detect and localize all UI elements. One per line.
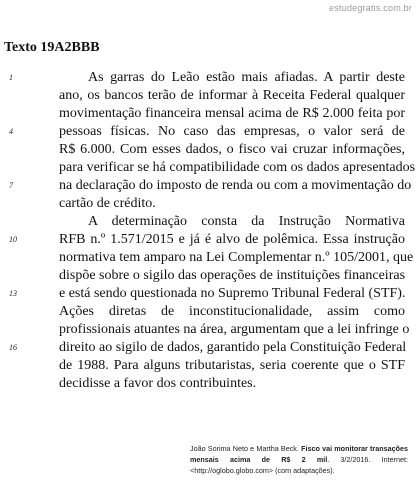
line-number: 1 bbox=[9, 73, 13, 82]
line-number: 16 bbox=[9, 343, 17, 352]
text-line: ano, os bancos terão de informar à Receita Federal qualquer bbox=[59, 88, 405, 103]
site-watermark: estudegratis.com.br bbox=[329, 3, 412, 13]
text-line: normativa tem amparo na Lei Complementar n.º 105/2001, que bbox=[59, 250, 414, 265]
text-line: na declaração do imposto de renda ou com a movimentação do bbox=[59, 178, 412, 193]
source-citation bbox=[190, 443, 408, 476]
text-line: e está sendo questionada no Supremo Tribunal Federal (STF). bbox=[59, 286, 406, 301]
source-article-title: Fisco vai monitorar transações mensais acima de R$ 2 mil bbox=[190, 444, 408, 464]
text-line: profissionais atuantes na área, argumentam que a lei infringe o bbox=[59, 322, 410, 337]
text-line: direito ao sigilo de dados, garantido pela Constituição Federal bbox=[59, 340, 407, 355]
text-line: RFB n.º 1.571/2015 e já é alvo de polêmica. Essa instrução bbox=[59, 232, 405, 247]
line-number: 10 bbox=[9, 235, 17, 244]
text-title: Texto 19A2BBB bbox=[4, 40, 100, 55]
text-line: de 1988. Para alguns tributaristas, seria coerente que o STF bbox=[59, 358, 405, 373]
line-number: 7 bbox=[9, 181, 13, 190]
text-line: Ações diretas de inconstitucionalidade, assim como bbox=[59, 304, 405, 319]
source-date: . 3/2/2016. Internet: bbox=[327, 455, 409, 464]
text-line: movimentação financeira mensal acima de R$ 2.000 feita por bbox=[59, 106, 405, 121]
text-line: decidisse a favor dos contribuintes. bbox=[59, 376, 257, 391]
source-authors: João Sorima Neto e Martha Beck. bbox=[190, 444, 299, 453]
text-line: As garras do Leão estão mais afiadas. A partir deste bbox=[88, 70, 405, 85]
text-line: dispõe sobre o sigilo das operações de instituições financeiras bbox=[59, 268, 406, 283]
text-line: para verificar se há compatibilidade com os dados apresentados bbox=[59, 160, 416, 175]
text-line: pessoas físicas. No caso das empresas, o valor será de bbox=[59, 124, 405, 139]
source-url: <http://oglobo.globo.com> bbox=[190, 466, 274, 475]
text-line: cartão de crédito. bbox=[59, 196, 156, 211]
source-note: (com adaptações). bbox=[275, 466, 335, 475]
line-number: 4 bbox=[9, 127, 13, 136]
text-line: A determinação consta da Instrução Normativa bbox=[88, 214, 405, 229]
text-line: R$ 6.000. Com esses dados, o fisco vai cruzar informações, bbox=[59, 142, 405, 157]
line-number: 13 bbox=[9, 289, 17, 298]
